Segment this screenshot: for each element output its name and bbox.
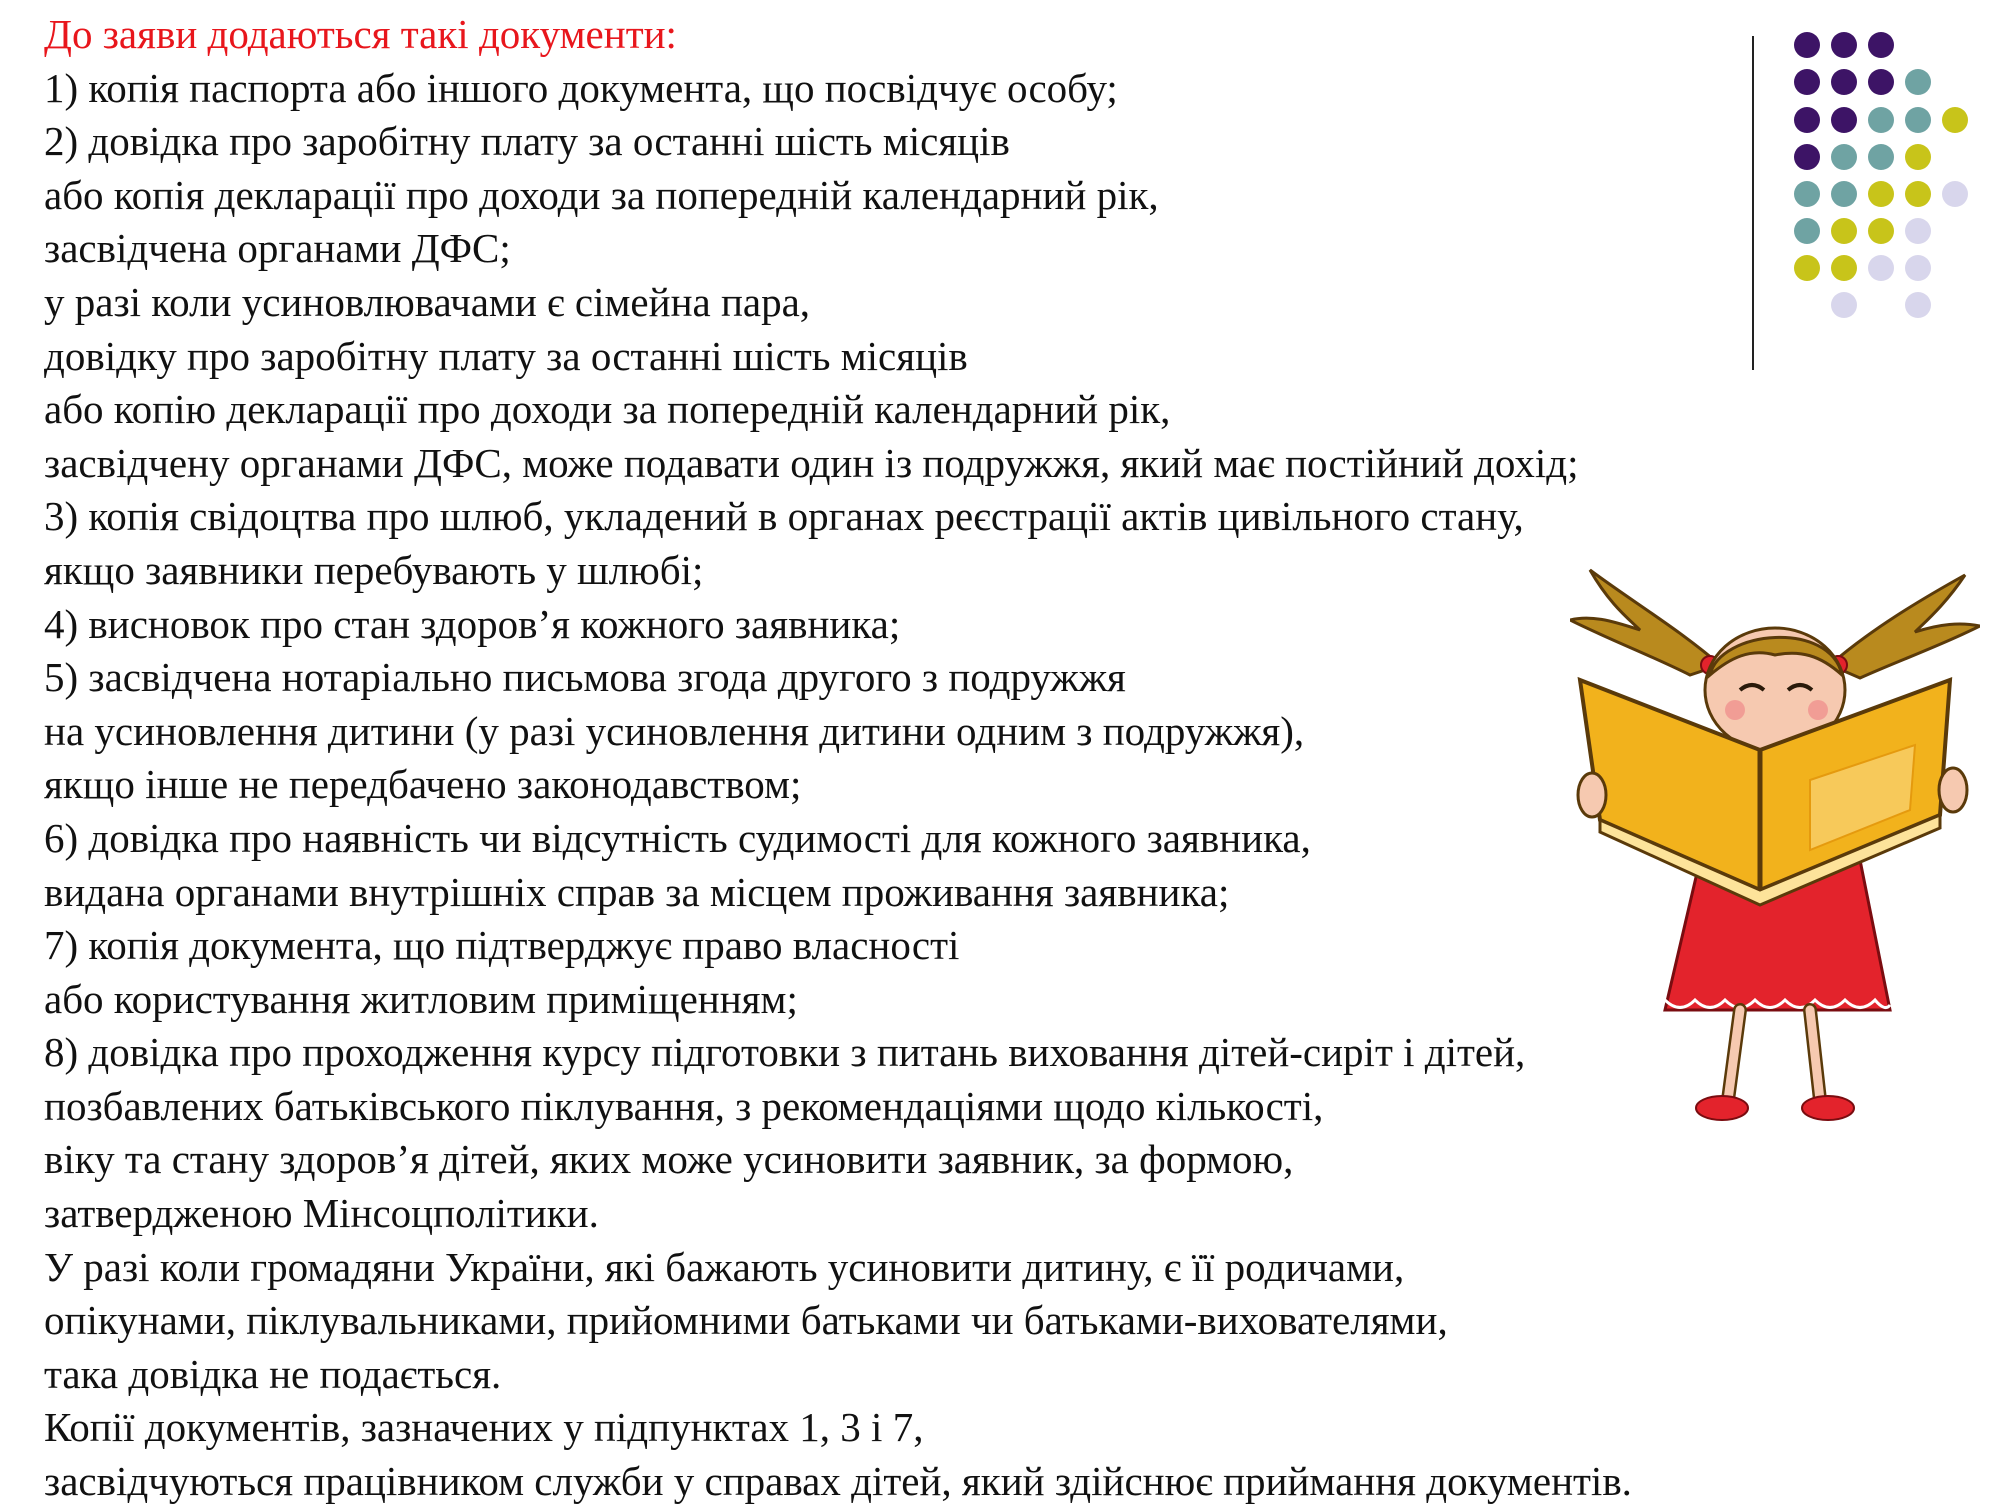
legs-icon — [1696, 1010, 1854, 1120]
decorative-dot — [1905, 218, 1931, 244]
decorative-dot — [1868, 181, 1894, 207]
decorative-dot — [1794, 218, 1820, 244]
document-line: на усиновлення дитини (у разі усиновлення дитини одним з подружжя), — [44, 707, 1305, 754]
decorative-dot — [1831, 255, 1857, 281]
decorative-dot — [1868, 255, 1894, 281]
decorative-dot — [1794, 32, 1820, 58]
document-line: засвідчену органами ДФС, може подавати один із подружжя, який має постійний дохід; — [44, 439, 1579, 486]
document-line: або копія декларації про доходи за попередній календарний рік, — [44, 171, 1159, 218]
document-line: засвідчена органами ДФС; — [44, 225, 511, 272]
document-line: така довідка не подається. — [44, 1350, 502, 1397]
document-line: або копію декларації про доходи за попередній календарний рік, — [44, 386, 1171, 433]
document-line: 4) висновок про стан здоров’я кожного заявника; — [44, 600, 901, 647]
decorative-dot — [1905, 181, 1931, 207]
document-line: опікунами, піклувальниками, прийомними батьками чи батьками-вихователями, — [44, 1297, 1448, 1344]
document-line: 2) довідка про заробітну плату за останні шість місяців — [44, 118, 1010, 165]
document-line: 3) копія свідоцтва про шлюб, укладений в органах реєстрації актів цивільного стану, — [44, 493, 1524, 540]
document-line: 5) засвідчена нотаріально письмова згода другого з подружжя — [44, 654, 1126, 701]
decorative-dot — [1942, 107, 1968, 133]
decorative-dot — [1831, 69, 1857, 95]
girl-reading-book-illustration — [1570, 560, 1980, 1125]
document-line: затвердженою Мінсоцполітики. — [44, 1190, 599, 1237]
decorative-dot — [1794, 181, 1820, 207]
document-line: або користування житловим приміщенням; — [44, 975, 798, 1022]
decorative-dot — [1868, 32, 1894, 58]
decorative-dot — [1868, 218, 1894, 244]
document-line: 6) довідка про наявність чи відсутність судимості для кожного заявника, — [44, 814, 1311, 861]
decorative-dot — [1831, 181, 1857, 207]
decorative-dot — [1905, 292, 1931, 318]
document-line: позбавлених батьківського піклування, з рекомендаціями щодо кількості, — [44, 1082, 1324, 1129]
decorative-dot — [1868, 107, 1894, 133]
decorative-dot-grid-icon — [0, 0, 2000, 340]
decorative-dot — [1794, 107, 1820, 133]
decorative-dot — [1831, 218, 1857, 244]
document-line: Копії документів, зазначених у підпунктах 1, 3 і 7, — [44, 1404, 924, 1451]
document-line: видана органами внутрішніх справ за місцем проживання заявника; — [44, 868, 1230, 915]
document-line: якщо інше не передбачено законодавством; — [44, 761, 802, 808]
decorative-dot — [1942, 181, 1968, 207]
decorative-dot — [1831, 292, 1857, 318]
decorative-dot — [1831, 107, 1857, 133]
decorative-dot — [1868, 69, 1894, 95]
document-line: У разі коли громадяни України, які бажають усиновити дитину, є її родичами, — [44, 1243, 1405, 1290]
decorative-dot — [1905, 69, 1931, 95]
document-line: якщо заявники перебувають у шлюбі; — [44, 546, 704, 593]
document-line: засвідчуються працівником служби у справах дітей, який здійснює приймання документів. — [44, 1458, 1632, 1505]
decorative-dot — [1794, 144, 1820, 170]
document-heading: До заяви додаються такі документи: — [44, 11, 677, 57]
decorative-dot — [1831, 32, 1857, 58]
document-line: довідку про заробітну плату за останні шість місяців — [44, 332, 968, 379]
document-line: у разі коли усиновлювачами є сімейна пара, — [44, 278, 811, 325]
decorative-dot — [1905, 144, 1931, 170]
decorative-dot — [1868, 144, 1894, 170]
decorative-dot — [1794, 255, 1820, 281]
decorative-dot — [1794, 69, 1820, 95]
decorative-dot — [1831, 144, 1857, 170]
document-line: 8) довідка про проходження курсу підготовки з питань виховання дітей-сиріт і дітей, — [44, 1029, 1526, 1076]
decorative-dot — [1905, 255, 1931, 281]
document-line: 1) копія паспорта або іншого документа, що посвідчує особу; — [44, 64, 1118, 111]
decorative-dot — [1905, 107, 1931, 133]
document-line: 7) копія документа, що підтверджує право власності — [44, 922, 960, 969]
document-line: віку та стану здоров’я дітей, яких може усиновити заявник, за формою, — [44, 1136, 1294, 1183]
